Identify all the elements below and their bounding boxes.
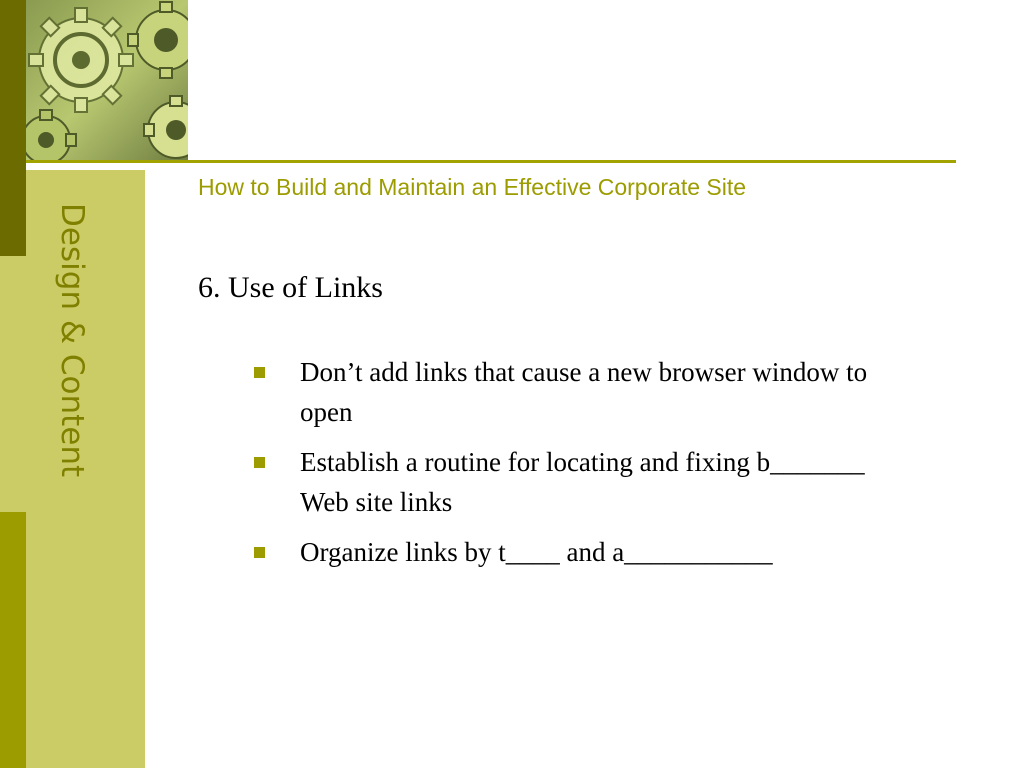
square-bullet-icon (254, 547, 265, 558)
bullet-item (252, 532, 902, 572)
gears-image (26, 0, 188, 162)
bullet-text: Don’t add links that cause a new browser window to open (300, 357, 868, 427)
left-stripe-dark (0, 0, 26, 256)
bullet-item (252, 352, 902, 432)
presentation-subtitle: How to Build and Maintain an Effective Corporate Site (198, 174, 747, 200)
bullet-text: Establish a routine for locating and fixing b_______ Web site links (300, 447, 865, 517)
header-rule (26, 160, 956, 163)
bullet-list (252, 352, 902, 582)
slide-title: 6. Use of Links (198, 271, 383, 304)
bullet-text: Organize links by t____ and a___________ (300, 537, 773, 567)
side-section-label: Design & Content (54, 203, 90, 478)
left-stripe-olive (0, 512, 26, 768)
square-bullet-icon (254, 457, 265, 468)
square-bullet-icon (254, 367, 265, 378)
left-stripe-pale (0, 256, 26, 512)
gears-icon (26, 0, 188, 162)
bullet-item (252, 442, 902, 522)
